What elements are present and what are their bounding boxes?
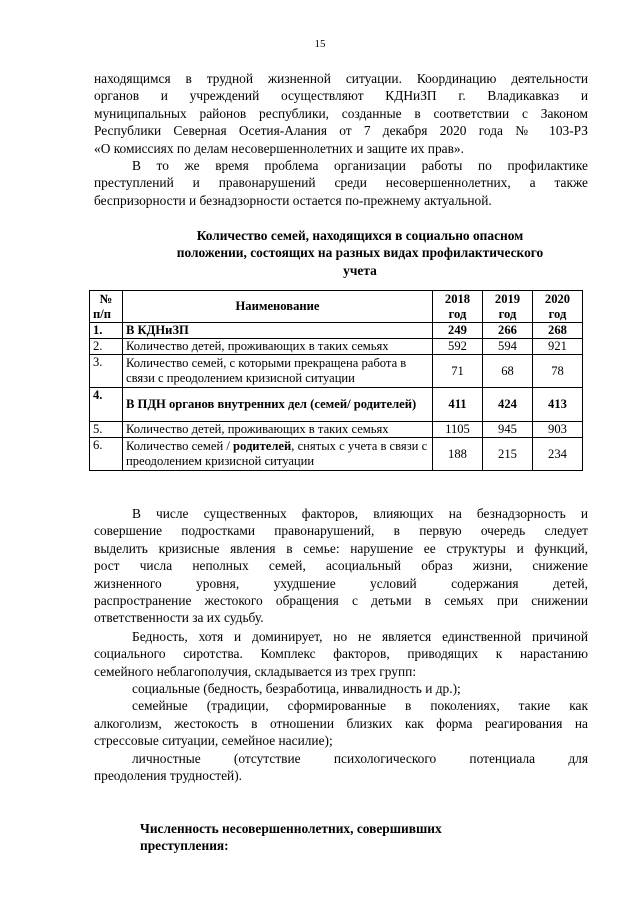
- row-value-2019: 68: [483, 355, 533, 388]
- text-line: алкоголизм, жестокость в отношении близких как форма реагирования на: [94, 715, 588, 731]
- row-value-2019: 945: [483, 422, 533, 438]
- header-name: Наименование: [123, 291, 433, 323]
- text-line: Количество семей, находящихся в социально опасном: [196, 228, 524, 243]
- text-line: семейного неблагополучия, складывается из трех групп:: [94, 663, 417, 679]
- row-value-2019: 424: [483, 388, 533, 422]
- intro-paragraph: [94, 70, 588, 157]
- text-line: преступлений и правонарушений среди несовершеннолетних, а также: [94, 175, 588, 191]
- table-row: [90, 388, 583, 422]
- row-value-2019: 215: [483, 438, 533, 471]
- header-year-2019: 2019 год: [483, 291, 533, 323]
- text-line: ответственности за их судьбу.: [94, 610, 264, 626]
- row-value-2019: 594: [483, 339, 533, 355]
- table-header-row: [90, 291, 583, 323]
- text-line: совершение подростками правонарушений, в первую очередь следует: [94, 523, 588, 539]
- text-line: муниципальных районов республики, созданные в соответствии с Законом: [94, 105, 588, 121]
- families-table: [89, 290, 583, 471]
- table-row: [90, 355, 583, 388]
- text-line: распространение жестокого обращения с детьми в семьях при снижении: [94, 593, 588, 609]
- table-row: [90, 422, 583, 438]
- row-number: 2.: [90, 339, 123, 355]
- row-value-2020: 78: [533, 355, 583, 388]
- row-value-2020: 268: [533, 323, 583, 339]
- paragraph-factors: [94, 505, 588, 627]
- list-item-social: социальные (бедность, безработица, инвалидность и др.);: [132, 681, 461, 696]
- row-number: 1.: [90, 323, 123, 339]
- row-name: Количество детей, проживающих в таких семьях: [123, 422, 433, 438]
- text-line: беспризорности и безнадзорности остается по-прежнему актуальной.: [94, 192, 492, 208]
- text-line: органов и учреждений осуществляют КДНиЗП г. Владикавказ и: [94, 88, 588, 104]
- text-line: Численность несовершеннолетних, совершивших: [140, 821, 442, 836]
- factor-list: [94, 680, 588, 784]
- row-value-2020: 921: [533, 339, 583, 355]
- row-number: 5.: [90, 422, 123, 438]
- text-line: жизненного уровня, ухудшение условий содержания детей,: [94, 575, 588, 591]
- text-line: Республики Северная Осетия-Алания от 7 декабря 2020 года № 103-РЗ: [94, 123, 588, 139]
- text-line: семейные (традиции, сформированные в поколениях, такие как: [132, 698, 588, 714]
- paragraph-prevention: [94, 157, 588, 209]
- table-row: [90, 339, 583, 355]
- text-line: учета: [343, 262, 377, 278]
- row-number: 3.: [90, 355, 123, 388]
- table-row: [90, 438, 583, 471]
- text-line: В числе существенных факторов, влияющих на безнадзорность и: [132, 506, 588, 521]
- row-value-2018: 592: [433, 339, 483, 355]
- header-year-2018: 2018 год: [433, 291, 483, 323]
- row-value-2018: 188: [433, 438, 483, 471]
- text-line: В то же время проблема организации работы по профилактике: [132, 158, 588, 173]
- text-line: преступления:: [140, 838, 229, 854]
- text-line: «О комиссиях по делам несовершеннолетних и защите их прав».: [94, 140, 464, 156]
- text-line: положении, состоящих на разных видах профилактического: [176, 245, 544, 261]
- row-name: В КДНиЗП: [123, 323, 433, 339]
- text-line: преодоления трудностей).: [94, 768, 243, 784]
- row-name: Количество семей, с которыми прекращена работа в связи с преодолением кризисной ситуации: [123, 355, 433, 388]
- row-number: 6.: [90, 438, 123, 471]
- text-line: Бедность, хотя и доминирует, но не является единственной причиной: [132, 629, 588, 644]
- text-line: рост числа неполных семей, асоциальный образ жизни, снижение: [94, 558, 588, 574]
- text-line: стрессовые ситуации, семейное насилие);: [94, 733, 333, 749]
- row-value-2018: 249: [433, 323, 483, 339]
- text-line: выделить кризисные явления в семье: нарушение ее структуры и функций,: [94, 540, 588, 556]
- row-name: В ПДН органов внутренних дел (семей/ родителей): [123, 388, 433, 422]
- row-value-2020: 903: [533, 422, 583, 438]
- row-value-2018: 411: [433, 388, 483, 422]
- row-name: Количество семей / родителей, снятых с учета в связи с преодолением кризисной ситуации: [123, 438, 433, 471]
- header-number: № п/п: [90, 291, 123, 323]
- row-value-2018: 1105: [433, 422, 483, 438]
- text-line: личностные (отсутствие психологического потенциала для: [132, 750, 588, 766]
- table-title: [150, 227, 570, 279]
- text-line: социального сиротства. Комплекс факторов, приводящих к нарастанию: [94, 646, 588, 662]
- row-value-2018: 71: [433, 355, 483, 388]
- page-number: 15: [314, 38, 326, 50]
- header-year-2020: 2020 год: [533, 291, 583, 323]
- table-row: [90, 323, 583, 339]
- paragraph-poverty: [94, 628, 588, 680]
- text-line: находящимся в трудной жизненной ситуации. Координацию деятельности: [94, 71, 588, 86]
- row-name: Количество детей, проживающих в таких семьях: [123, 339, 433, 355]
- section-heading: [140, 820, 560, 855]
- row-number: 4.: [90, 388, 123, 422]
- row-value-2020: 413: [533, 388, 583, 422]
- row-value-2019: 266: [483, 323, 533, 339]
- row-value-2020: 234: [533, 438, 583, 471]
